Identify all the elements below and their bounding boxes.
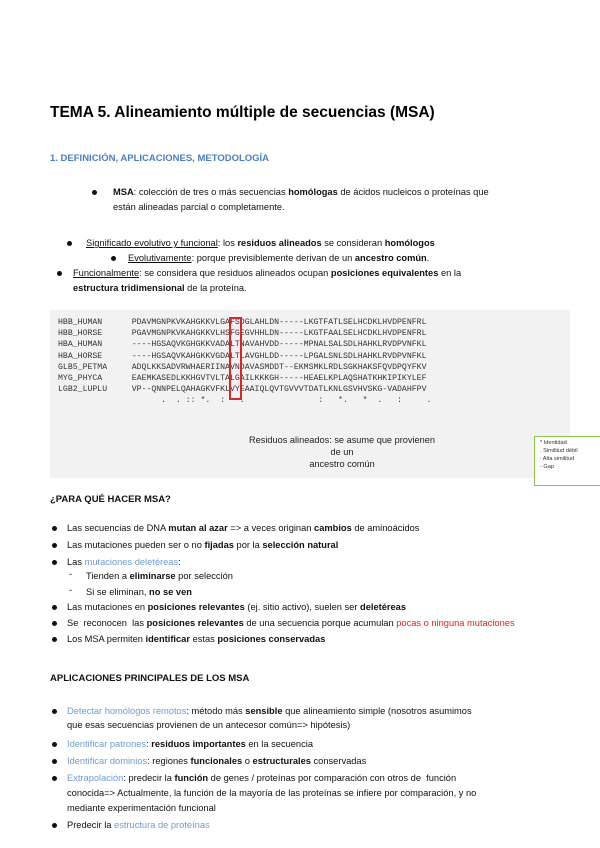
aligned-column-highlight — [229, 317, 242, 400]
app-item-line3: mediante experimentación funcional — [67, 803, 216, 813]
why-item: Las mutaciones pueden ser o no fijadas por la selección natural — [67, 540, 339, 550]
alignment-row: HBA_HORSE ----HGSAQVKAHGKKVGDALTLAVGHLDD-----LPGALSNLSDLHAHKLRVDPVNFKL — [58, 351, 427, 361]
bullet — [52, 526, 57, 531]
why-item: Los MSA permiten identificar estas posiciones conservadas — [67, 634, 326, 644]
bullet — [52, 742, 57, 747]
alignment-row: LGB2_LUPLU VP--QNNPELQAHAGKVFKLVYEAAIQLQVTGVVVTDATLKNLGSVHVSKG-VADAHFPV — [58, 385, 427, 395]
section-heading-aplicaciones: APLICACIONES PRINCIPALES DE LOS MSA — [50, 673, 250, 684]
bullet — [52, 621, 57, 626]
significado-item: Significado evolutivo y funcional: los residuos alineados se consideran homólogos — [86, 238, 435, 248]
bullet — [52, 543, 57, 548]
dash-marker: - — [69, 585, 73, 595]
evolutivamente-item: Evolutivamente: porque previsiblemente derivan de un ancestro común. — [128, 253, 430, 263]
app-item: Detectar homólogos remotos: método más sensible que alineamiento simple (nosotros asumimos — [67, 706, 472, 716]
dash-marker: - — [69, 569, 73, 579]
alignment-figure — [50, 310, 578, 478]
why-item: Las secuencias de DNA mutan al azar => a veces originan cambios de aminoácidos — [67, 523, 420, 533]
funcionalmente-item: Funcionalmente: se considera que residuos alineados ocupan posiciones equivalentes en la — [73, 268, 462, 278]
bullet — [52, 605, 57, 610]
alignment-row: GLB5_PETMA ADQLKKSADVRWHAERIINAVNDAVASMDDT--EKMSMKLRDLSGKHAKSFQVDPQYFKV — [58, 362, 427, 372]
msa-definition-line2: están alineadas parcial o completamente. — [113, 202, 285, 212]
why-subitem: Si se eliminan, no se ven — [86, 587, 192, 597]
why-item: Las mutaciones deletéreas: — [67, 557, 181, 567]
bullet — [52, 560, 57, 565]
symbol-legend: * Identidad . Similitud débil : Alta similitud - Gap — [534, 436, 600, 486]
alignment-row: HBA_HUMAN ----HGSAQVKGHGKKVADALTNAVAHVDD-----MPNALSALSDLHAHKLRVDPVNFKL — [58, 340, 427, 350]
bullet — [111, 256, 116, 261]
msa-definition: MSA: colección de tres o más secuencias homólogas de ácidos nucleicos o proteínas que — [113, 187, 489, 197]
app-item-line2: conocida=> Actualmente, la función de la mayoría de las proteínas se infiere por comparación, y no — [67, 788, 477, 798]
conservation-row: . . :: *. : . : *. * . : . — [58, 396, 432, 406]
app-item: Identificar patrones: residuos importantes en la secuencia — [67, 739, 313, 749]
bullet — [57, 271, 62, 276]
alignment-block — [58, 317, 431, 407]
section-heading-why: ¿PARA QUÉ HACER MSA? — [50, 494, 171, 505]
app-item: Identificar dominios: regiones funcionales o estructurales conservadas — [67, 756, 367, 766]
why-item: Se reconocen las posiciones relevantes de una secuencia porque acumulan pocas o ninguna mutaciones — [67, 618, 515, 628]
alignment-row: MYG_PHYCA EAEMKASEDLKKHGVTVLTALGAILKKKGH-----HEAELKPLAQSHATKHKIPIKYLEF — [58, 374, 427, 384]
section-heading-definicion: 1. DEFINICIÓN, APLICACIONES, METODOLOGÍA — [50, 153, 270, 164]
alignment-row: HBB_HORSE PGAVMGNPKVKAHGKKVLHSFGEGVHHLDN-----LKGTFAALSELHCDKLHVDPENFRL — [58, 329, 427, 339]
app-item-line2: que esas secuencias provienen de un antecesor común=> hipótesis) — [67, 720, 351, 730]
bullet — [52, 709, 57, 714]
figure-caption: Residuos alineados: se asume que provienen de un ancestro común — [249, 435, 435, 469]
why-subitem: Tienden a eliminarse por selección — [86, 571, 233, 581]
alignment-row: HBB_HUMAN PDAVMGNPKVKAHGKKVLGAFSDGLAHLDN-----LKGTFATLSELHCDKLHVDPENFRL — [58, 318, 427, 327]
why-item: Las mutaciones en posiciones relevantes (ej. sitio activo), suelen ser deletéreas — [67, 602, 407, 612]
funcionalmente-line2: estructura tridimensional de la proteína. — [73, 283, 247, 293]
page-title: TEMA 5. Alineamiento múltiple de secuencias (MSA) — [50, 104, 435, 121]
bullet — [52, 637, 57, 642]
bullet — [92, 190, 97, 195]
bullet — [67, 241, 72, 246]
bullet — [52, 776, 57, 781]
bullet — [52, 759, 57, 764]
bullet — [52, 823, 57, 828]
app-item: Predecir la estructura de proteínas — [67, 820, 210, 830]
app-item: Extrapolación: predecir la función de genes / proteínas por comparación con otros de función — [67, 773, 457, 783]
